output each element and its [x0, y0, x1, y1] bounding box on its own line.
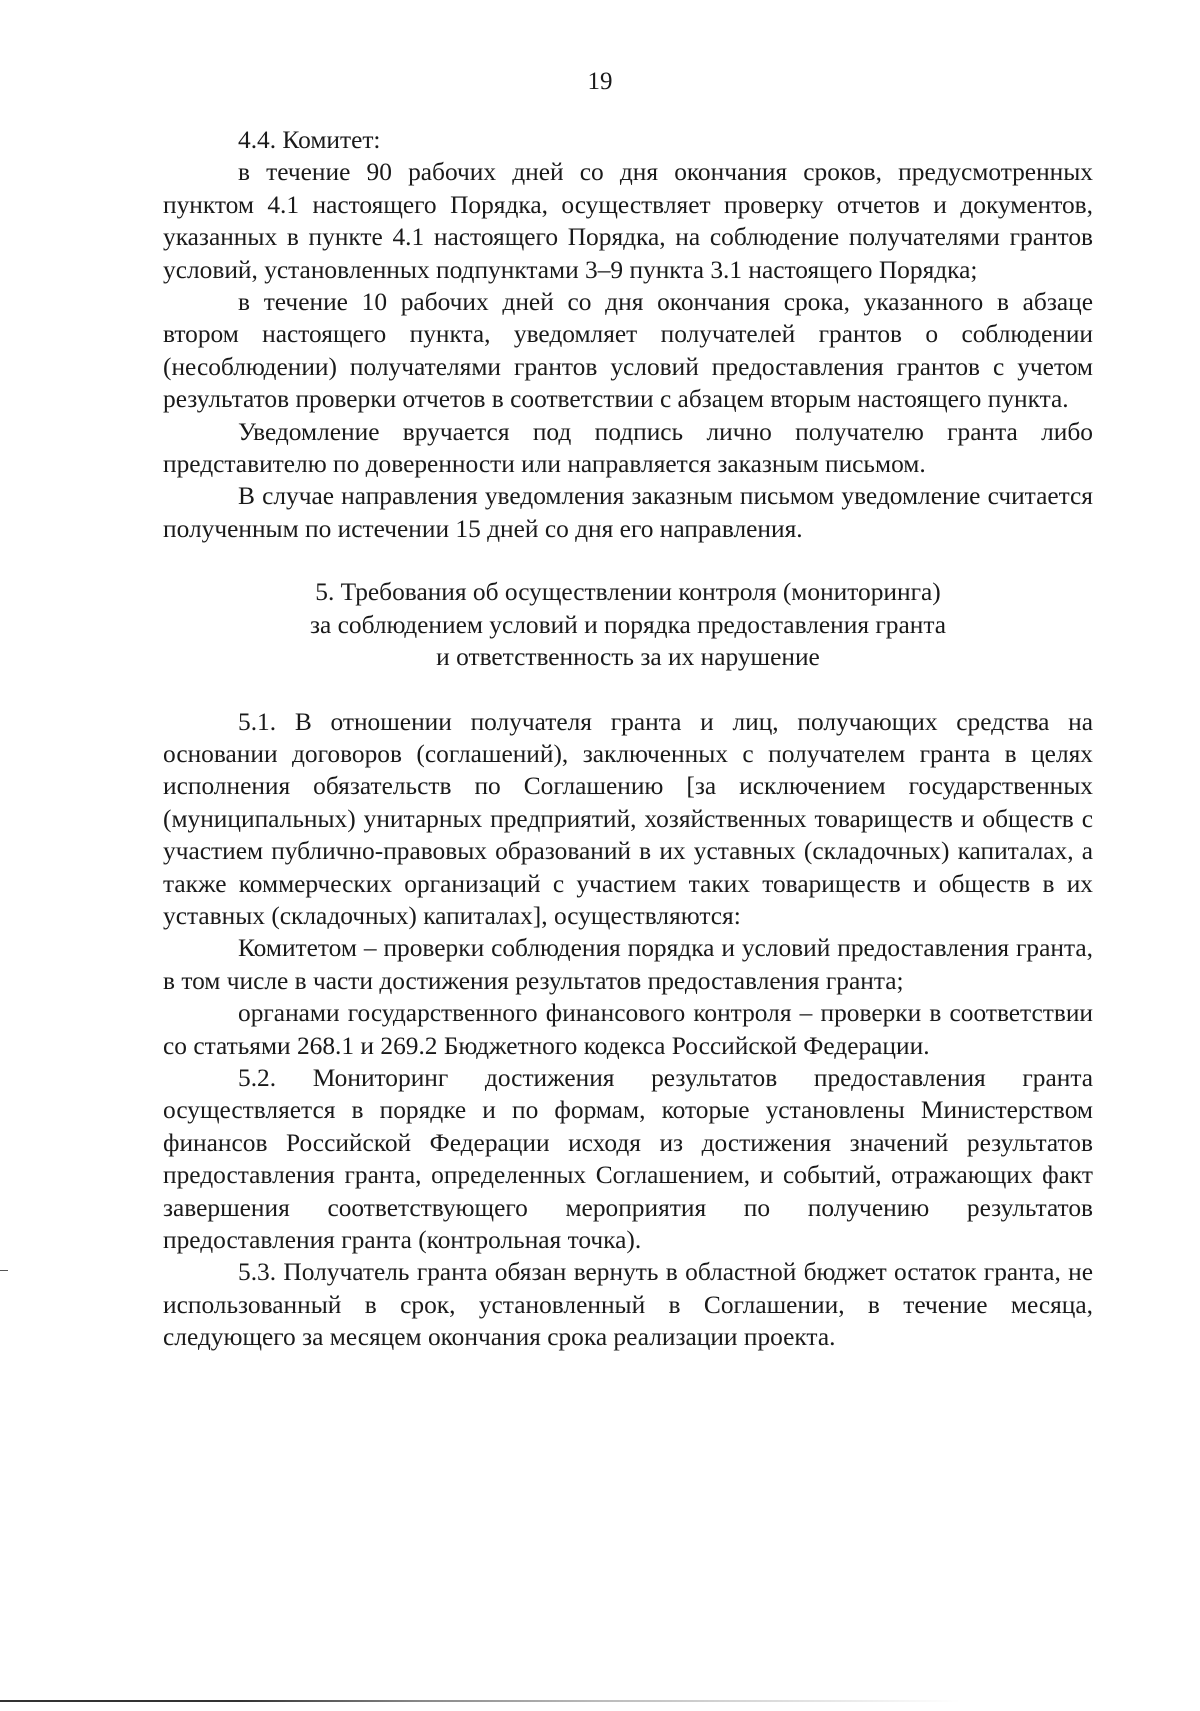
paragraph-5-2: 5.2. Мониторинг достижения результатов предоставления гранта осуществляется в порядке и по формам, которые установлены Министерством финансов Российской Федерации исходя из достижения значений результатов предоставления гранта, определенных Соглашением, и событий, отражающих факт завершения соответствующего мероприятия по получению результатов предоставления гранта (контрольная точка). — [163, 1063, 1093, 1254]
scan-artifact-mark — [0, 1270, 8, 1271]
document-body — [163, 124, 1093, 1354]
section-heading-line: 5. Требования об осуществлении контроля (мониторинга) — [315, 578, 941, 607]
page-number: 19 — [587, 68, 613, 95]
paragraph-5-1-state-control: органами государственного финансового контроля – проверки в соответствии со статьями 268.1 и 269.2 Бюджетного кодекса Российской Федерации. — [163, 999, 1093, 1060]
section-heading-line: и ответственность за их нарушение — [436, 643, 820, 672]
paragraph-5-3: 5.3. Получатель гранта обязан вернуть в областной бюджет остаток гранта, не использованный в срок, установленный в Соглашении, в течение месяца, следующего за месяцем окончания срока реализации проекта. — [163, 1258, 1093, 1352]
section-heading-line: за соблюдением условий и порядка предоставления гранта — [309, 610, 947, 639]
paragraph-4-4-notify: в течение 10 рабочих дней со дня окончания срока, указанного в абзаце втором настоящего пункта, уведомляет получателей грантов о соблюдении (несоблюдении) получателями грантов условий предоставления грантов с учетом результатов проверки отчетов в соответствии с абзацем вторым настоящего пункта. — [163, 288, 1093, 414]
paragraph-4-4-check: в течение 90 рабочих дней со дня окончания сроков, предусмотренных пунктом 4.1 настоящего Порядка, осуществляет проверку отчетов и документов, указанных в пункте 4.1 настоящего Порядка, на соблюдение получателями грантов условий, установленных подпунктами 3–9 пункта 3.1 настоящего Порядка; — [163, 158, 1093, 284]
paragraph-notice-delivery: Уведомление вручается под подпись лично получателю гранта либо представителю по доверенности или направляется заказным письмом. — [163, 417, 1093, 479]
scan-bottom-edge — [0, 1700, 1200, 1702]
paragraph-4-4-title: 4.4. Комитет: — [238, 126, 381, 154]
paragraph-5-1: 5.1. В отношении получателя гранта и лиц, получающих средства на основании договоров (соглашений), заключенных с получателем гранта в целях исполнения обязательств по Соглашению [за исключением государственных (муниципальных) унитарных предприятий, хозяйственных товариществ и обществ с участием публично-правовых образований в их уставных (складочных) капиталах, а также коммерческих организаций с участием таких товариществ и обществ в их уставных (складочных) капиталах], осуществляются: — [163, 707, 1093, 930]
section-5-heading — [163, 576, 1093, 673]
paragraph-notice-received: В случае направления уведомления заказным письмом уведомление считается полученным по истечении 15 дней со дня его направления. — [163, 482, 1093, 543]
paragraph-5-1-committee: Комитетом – проверки соблюдения порядка и условий предоставления гранта, в том числе в части достижения результатов предоставления гранта; — [163, 934, 1093, 995]
